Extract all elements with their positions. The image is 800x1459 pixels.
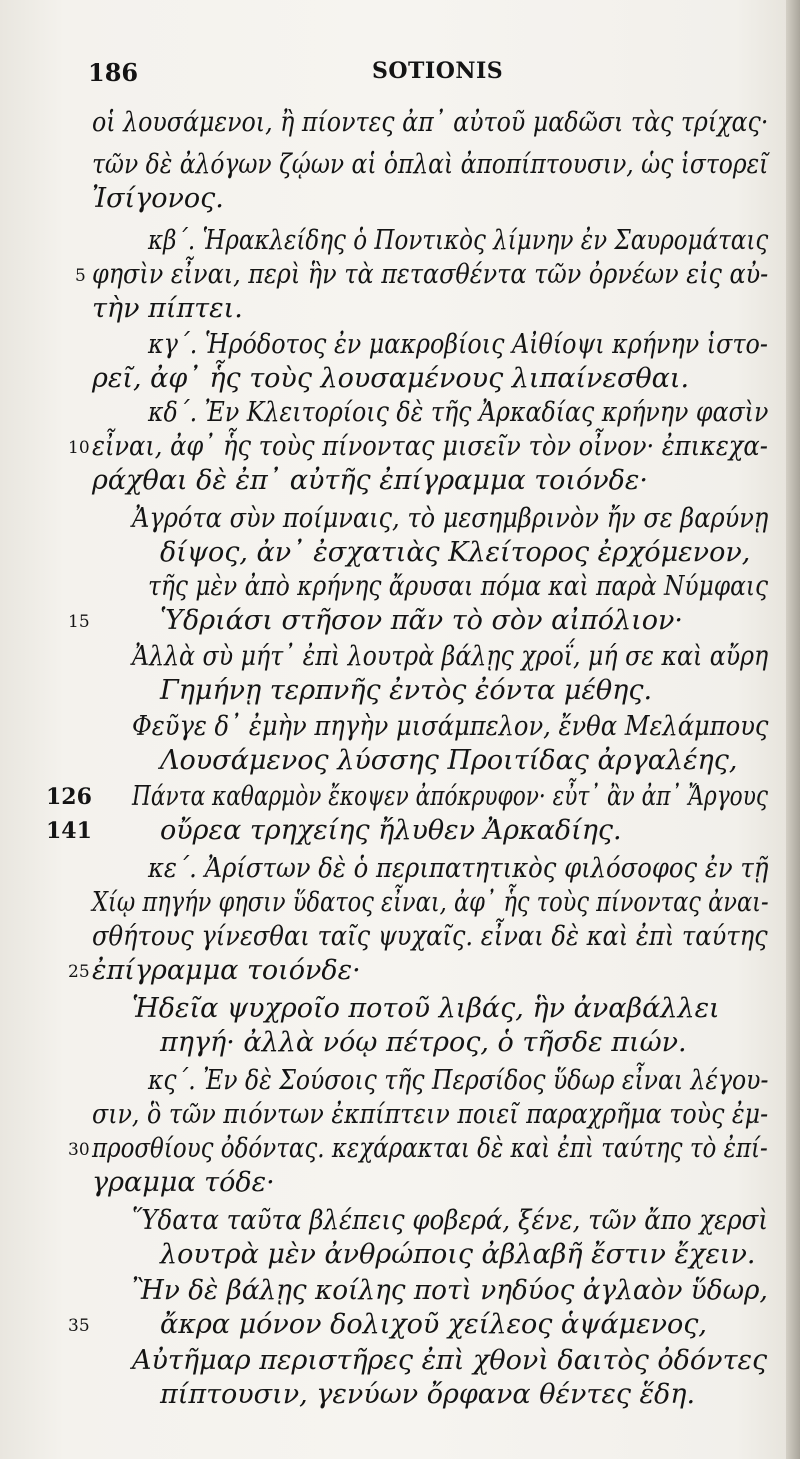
text-line: ρεῖ, ἀφ᾽ ἧς τοὺς λουσαμένους λιπαίνεσθαι. (92, 363, 690, 394)
text-line: κγ΄. Ἡρόδοτος ἐν μακροβίοις Αἰθίοψι κρήνην ἱστο- (148, 329, 768, 360)
text-line: προσθίους ὀδόντας. κεχάρακται δὲ καὶ ἐπὶ ταύτης τὸ ἐπί- (92, 1133, 768, 1164)
verse-line: λουτρὰ μὲν ἀνθρώποις ἀβλαβῆ ἔστιν ἔχειν. (160, 1239, 756, 1270)
text-line: σθήτους γίνεσθαι ταῖς ψυχαῖς. εἶναι δὲ καὶ ἐπὶ ταύτης (92, 921, 768, 952)
text-line: γραμμα τόδε· (92, 1167, 275, 1198)
text-line: τῶν δὲ ἀλόγων ζῴων αἱ ὁπλαὶ ἀποπίπτουσιν, ὡς ἱστορεῖ (92, 149, 769, 180)
verse-line: πίπτουσιν, γενύων ὄρφανα θέντες ἕδη. (160, 1379, 696, 1410)
text-line: οἱ λουσάμενοι, ἢ πίοντες ἀπ᾽ αὐτοῦ μαδῶσι τὰς τρίχας· (92, 107, 769, 138)
text-line: Ἰσίγονος. (92, 183, 224, 214)
line-number: 5 (75, 266, 86, 286)
line-number: 35 (68, 1316, 90, 1336)
line-number: 30 (68, 1140, 90, 1160)
verse-line: Ἢν δὲ βάλῃς κοίλης ποτὶ νηδύος ἀγλαὸν ὕδωρ, (132, 1275, 768, 1306)
verse-line: Λουσάμενος λύσσης Προιτίδας ἀργαλέης, (160, 745, 738, 776)
verse-line: Πάντα καθαρμὸν ἔκοψεν ἀπόκρυφον· εὖτ᾽ ἂν ἀπ᾽ Ἄργους (132, 781, 768, 812)
text-line: κε΄. Ἀρίστων δὲ ὁ περιπατητικὸς φιλόσοφος ἐν τῇ (148, 853, 769, 884)
text-line: εἶναι, ἀφ᾽ ἧς τοὺς πίνοντας μισεῖν τὸν οἶνον· ἐπικεχα- (92, 431, 768, 462)
verse-line: Ἀλλὰ σὺ μήτ᾽ ἐπὶ λουτρὰ βάλῃς χροΐ, μή σε καὶ αὔρη (132, 641, 769, 672)
running-title: SOTIONIS (372, 58, 504, 84)
verse-line: Γημήνῃ τερπνῆς ἐντὸς ἐόντα μέθης. (160, 675, 653, 706)
verse-line: οὔρεα τρηχείης ἤλυθεν Ἀρκαδίης. (160, 815, 622, 846)
verse-line: ἄκρα μόνον δολιχοῦ χείλεος ἁψάμενος, (160, 1309, 707, 1340)
line-number: 15 (68, 612, 90, 632)
page-spine-edge (786, 0, 800, 1459)
text-line: ἐπίγραμμα τοιόνδε· (92, 955, 361, 986)
verse-line: πηγή· ἀλλὰ νόῳ πέτρος, ὁ τῆσδε πιών. (160, 1027, 687, 1058)
verse-line: Ὑδριάσι στῆσον πᾶν τὸ σὸν αἰπόλιον· (160, 605, 683, 636)
verse-line: Φεῦγε δ᾽ ἐμὴν πηγὴν μισάμπελον, ἔνθα Μελάμπους (132, 711, 769, 742)
verse-line: Ἡδεῖα ψυχροῖο ποτοῦ λιβάς, ἣν ἀναβάλλει (132, 993, 720, 1024)
verse-line: δίψος, ἀν᾽ ἐσχατιὰς Κλείτορος ἐρχόμενον, (160, 537, 751, 568)
verse-line: Αὐτῆμαρ περιστῆρες ἐπὶ χθονὶ δαιτὸς ὀδόντες (132, 1345, 768, 1376)
text-line: κς΄. Ἐν δὲ Σούσοις τῆς Περσίδος ὕδωρ εἶναι λέγου- (148, 1065, 769, 1096)
text-line: κβ΄. Ἡρακλείδης ὁ Ποντικὸς λίμνην ἐν Σαυρομάταις (148, 225, 769, 256)
verse-line: τῆς μὲν ἀπὸ κρήνης ἄρυσαι πόμα καὶ παρὰ Νύμφαις (148, 571, 769, 602)
line-number: 25 (68, 962, 90, 982)
margin-reference-number: 141 (46, 818, 92, 844)
text-line: κδ΄. Ἐν Κλειτορίοις δὲ τῆς Ἀρκαδίας κρήνην φασὶν (148, 397, 769, 428)
text-line: σιν, ὃ τῶν πιόντων ἐκπίπτειν ποιεῖ παραχρῆμα τοὺς ἐμ- (92, 1099, 769, 1130)
text-line: ράχθαι δὲ ἐπ᾽ αὐτῆς ἐπίγραμμα τοιόνδε· (92, 465, 648, 496)
line-number: 10 (68, 438, 90, 458)
page-number: 186 (88, 58, 139, 87)
text-line: τὴν πίπτει. (92, 293, 243, 324)
verse-line: Ὕδατα ταῦτα βλέπεις φοβερά, ξένε, τῶν ἄπο χερσὶ (132, 1205, 768, 1236)
text-line: Χίῳ πηγήν φησιν ὕδατος εἶναι, ἀφ᾽ ἧς τοὺς πίνοντας ἀναι- (92, 887, 769, 918)
verse-line: Ἀγρότα σὺν ποίμναις, τὸ μεσημβρινὸν ἤν σε βαρύνῃ (132, 503, 769, 534)
text-line: φησὶν εἶναι, περὶ ἣν τὰ πετασθέντα τῶν ὀρνέων εἰς αὐ- (92, 259, 769, 290)
margin-reference-number: 126 (46, 784, 92, 810)
